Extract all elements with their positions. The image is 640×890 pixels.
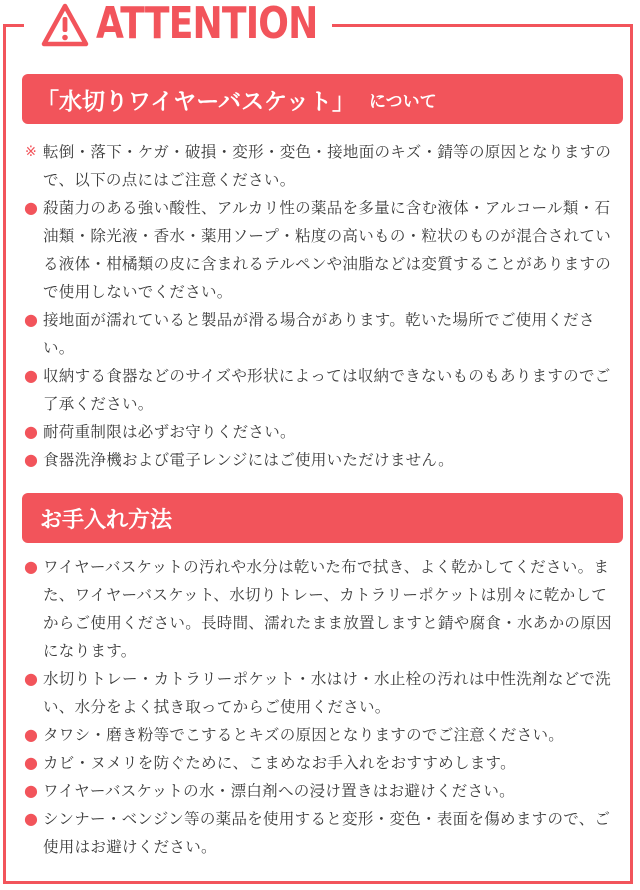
item-text: 転倒・落下・ケガ・破損・変形・変色・接地面のキズ・錆等の原因となりますので、以下の点にはご注意ください。 — [43, 143, 612, 189]
bullet-mark: ● — [24, 422, 39, 441]
bullet-mark: ● — [24, 198, 39, 217]
list-item — [24, 665, 616, 721]
attention-title: ATTENTION — [96, 0, 318, 49]
care-list — [24, 553, 616, 861]
section-header-care — [22, 493, 623, 543]
bullet-mark: ● — [24, 669, 39, 688]
item-text: カビ・ヌメリを防ぐために、こまめなお手入れをおすすめします。 — [43, 754, 516, 772]
item-text: 殺菌力のある強い酸性、アルカリ性の薬品を多量に含む液体・アルコール類・石油類・除光液・香水・薬用ソープ・粘度の高いもの・粒状のものが混合されている液体・柑橘類の皮に含まれるテルペンや油脂などは変質することがありますので使用しないでください。 — [43, 199, 612, 301]
list-item — [24, 446, 616, 474]
list-item — [24, 138, 616, 194]
item-text: 食器洗浄機および電子レンジにはご使用いただけません。 — [43, 451, 454, 469]
caution-list — [24, 138, 616, 474]
item-text: シンナー・ベンジン等の薬品を使用すると変形・変色・表面を傷めますので、ご使用はお避けください。 — [43, 810, 611, 856]
item-text: 接地面が濡れていると製品が滑る場合があります。乾いた場所でご使用ください。 — [43, 311, 595, 357]
section-subtitle: について — [369, 91, 437, 112]
item-text: 耐荷重制限は必ずお守りください。 — [43, 423, 296, 441]
item-text: 水切りトレー・カトラリーポケット・水はけ・水止栓の汚れは中性洗剤などで洗い、水分をよく拭き取ってからご使用ください。 — [43, 670, 612, 716]
warning-triangle-icon — [40, 2, 90, 48]
list-item — [24, 306, 616, 362]
list-item — [24, 721, 616, 749]
list-item — [24, 194, 616, 306]
bullet-mark: ● — [24, 781, 39, 800]
bullet-mark: ● — [24, 753, 39, 772]
bullet-mark: ● — [24, 450, 39, 469]
bullet-mark: ● — [24, 366, 39, 385]
bullet-mark: ● — [24, 310, 39, 329]
list-item — [24, 805, 616, 861]
item-text: ワイヤーバスケットの水・漂白剤への浸け置きはお避けください。 — [43, 782, 515, 800]
item-text: タワシ・磨き粉等でこするとキズの原因となりますのでご注意ください。 — [43, 726, 565, 744]
list-item — [24, 362, 616, 418]
list-item — [24, 418, 616, 446]
list-item — [24, 777, 616, 805]
list-item — [24, 749, 616, 777]
section-title: お手入れ方法 — [40, 507, 173, 533]
section-header-wire-basket — [22, 74, 623, 124]
note-mark: ※ — [25, 144, 38, 160]
list-item — [24, 553, 616, 665]
bullet-mark: ● — [24, 557, 39, 576]
bullet-mark: ● — [24, 809, 39, 828]
item-text: 収納する食器などのサイズや形状によっては収納できないものもありますのでご了承ください。 — [43, 367, 611, 413]
item-text: ワイヤーバスケットの汚れや水分は乾いた布で拭き、よく乾かしてください。また、ワイヤーバスケット、水切りトレー、カトラリーポケットは別々に乾かしてからご使用ください。長時間、濡れたまま放置しますと錆や腐食・水あかの原因になります。 — [43, 558, 612, 660]
section-title: 「水切りワイヤーバスケット」 — [36, 88, 356, 115]
bullet-mark: ● — [24, 725, 39, 744]
